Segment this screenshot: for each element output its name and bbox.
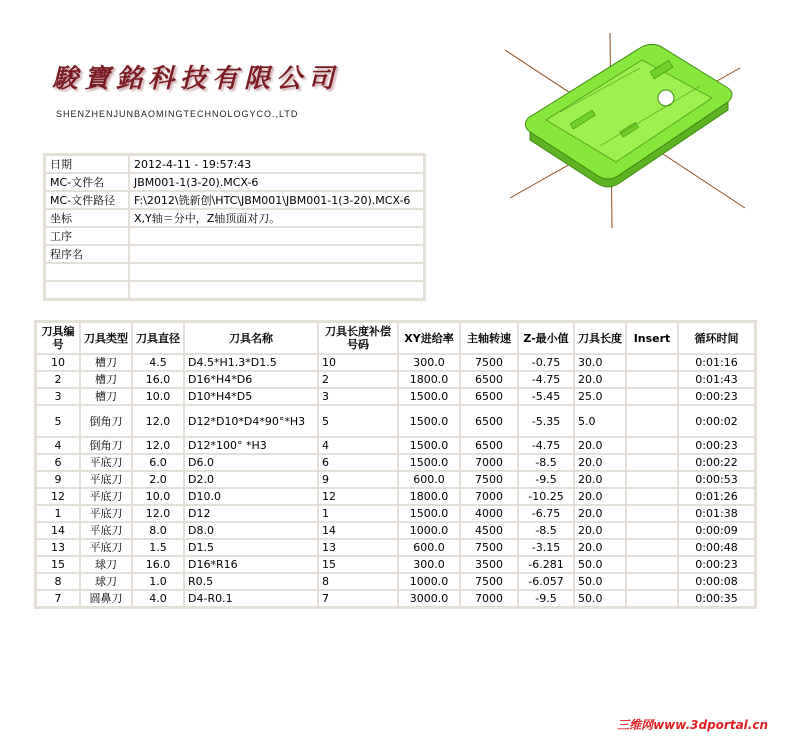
- table-cell: D6.0: [184, 454, 318, 471]
- table-cell: 1: [318, 505, 398, 522]
- table-cell: D8.0: [184, 522, 318, 539]
- table-row: [36, 471, 755, 488]
- table-cell: 0:01:43: [678, 371, 755, 388]
- table-cell: 0:00:23: [678, 556, 755, 573]
- table-cell: 16.0: [132, 556, 184, 573]
- table-cell: 20.0: [574, 454, 626, 471]
- table-cell: 10.0: [132, 488, 184, 505]
- table-cell: 1500.0: [398, 505, 460, 522]
- table-cell: 6500: [460, 388, 518, 405]
- info-value: F:\2012\铣新创\HTC\JBM001\JBM001-1(3-20).MCX-6: [129, 191, 424, 209]
- table-cell: -5.45: [518, 388, 574, 405]
- table-cell: [626, 539, 678, 556]
- table-cell: 8: [318, 573, 398, 590]
- table-cell: -8.5: [518, 522, 574, 539]
- table-cell: 7500: [460, 354, 518, 371]
- table-cell: D12: [184, 505, 318, 522]
- table-cell: 倒角刀: [80, 405, 132, 437]
- table-cell: [626, 590, 678, 607]
- table-cell: [626, 354, 678, 371]
- table-cell: -6.057: [518, 573, 574, 590]
- table-row: [36, 539, 755, 556]
- table-cell: 7500: [460, 573, 518, 590]
- table-row: [36, 454, 755, 471]
- info-value: [129, 227, 424, 245]
- table-cell: 2: [36, 371, 80, 388]
- info-row: [45, 191, 424, 209]
- table-cell: 1500.0: [398, 405, 460, 437]
- table-cell: [626, 454, 678, 471]
- table-cell: 4000: [460, 505, 518, 522]
- table-cell: 9: [318, 471, 398, 488]
- table-cell: 14: [36, 522, 80, 539]
- info-value: [129, 245, 424, 263]
- table-cell: 1500.0: [398, 388, 460, 405]
- table-cell: 300.0: [398, 556, 460, 573]
- table-cell: 5: [36, 405, 80, 437]
- table-cell: 6500: [460, 371, 518, 388]
- table-cell: 9: [36, 471, 80, 488]
- table-cell: 1500.0: [398, 437, 460, 454]
- info-key: 日期: [45, 155, 129, 173]
- table-cell: 20.0: [574, 471, 626, 488]
- table-cell: 8: [36, 573, 80, 590]
- table-cell: 13: [36, 539, 80, 556]
- table-cell: 平底刀: [80, 454, 132, 471]
- table-cell: 槽刀: [80, 388, 132, 405]
- table-cell: 0:01:38: [678, 505, 755, 522]
- table-cell: 6500: [460, 405, 518, 437]
- table-cell: 6: [318, 454, 398, 471]
- table-cell: 7000: [460, 454, 518, 471]
- company-logo: [52, 58, 342, 119]
- table-cell: 8.0: [132, 522, 184, 539]
- table-cell: 30.0: [574, 354, 626, 371]
- table-cell: 0:00:48: [678, 539, 755, 556]
- table-cell: 4500: [460, 522, 518, 539]
- table-cell: D4.5*H1.3*D1.5: [184, 354, 318, 371]
- column-header: XY进给率: [398, 322, 460, 354]
- table-cell: 12.0: [132, 505, 184, 522]
- table-cell: 20.0: [574, 371, 626, 388]
- tool-table-header-row: [36, 322, 755, 354]
- table-cell: 600.0: [398, 539, 460, 556]
- table-cell: 1.5: [132, 539, 184, 556]
- table-cell: 10: [36, 354, 80, 371]
- column-header: 刀具长度补偿号码: [318, 322, 398, 354]
- table-row: [36, 388, 755, 405]
- table-cell: 6500: [460, 437, 518, 454]
- table-cell: 16.0: [132, 371, 184, 388]
- table-cell: 50.0: [574, 556, 626, 573]
- table-cell: 50.0: [574, 573, 626, 590]
- table-cell: 槽刀: [80, 371, 132, 388]
- table-cell: 13: [318, 539, 398, 556]
- table-cell: 0:00:09: [678, 522, 755, 539]
- table-cell: 20.0: [574, 437, 626, 454]
- table-cell: 球刀: [80, 573, 132, 590]
- table-cell: [626, 522, 678, 539]
- table-cell: D4-R0.1: [184, 590, 318, 607]
- info-key: [45, 263, 129, 281]
- table-cell: [626, 405, 678, 437]
- column-header: 刀具名称: [184, 322, 318, 354]
- table-cell: 平底刀: [80, 539, 132, 556]
- table-cell: 槽刀: [80, 354, 132, 371]
- table-cell: -6.75: [518, 505, 574, 522]
- info-value: X,Y轴＝分中，Z轴顶面对刀。: [129, 209, 424, 227]
- table-cell: 1: [36, 505, 80, 522]
- table-cell: 10.0: [132, 388, 184, 405]
- table-cell: 6: [36, 454, 80, 471]
- part-body: [525, 44, 732, 187]
- table-cell: D16*H4*D6: [184, 371, 318, 388]
- table-cell: 0:00:02: [678, 405, 755, 437]
- table-cell: R0.5: [184, 573, 318, 590]
- table-cell: D1.5: [184, 539, 318, 556]
- info-value: [129, 263, 424, 281]
- table-cell: 1800.0: [398, 488, 460, 505]
- table-cell: -5.35: [518, 405, 574, 437]
- info-key: [45, 281, 129, 299]
- table-cell: 50.0: [574, 590, 626, 607]
- table-cell: [626, 505, 678, 522]
- table-cell: D12*D10*D4*90°*H3: [184, 405, 318, 437]
- column-header: 主轴转速: [460, 322, 518, 354]
- table-cell: 平底刀: [80, 522, 132, 539]
- table-cell: 12: [36, 488, 80, 505]
- table-cell: 3: [318, 388, 398, 405]
- table-cell: [626, 573, 678, 590]
- column-header: 循环时间: [678, 322, 755, 354]
- tool-list-table: [34, 320, 757, 609]
- table-cell: -6.281: [518, 556, 574, 573]
- info-row: [45, 263, 424, 281]
- table-cell: 3: [36, 388, 80, 405]
- info-row: [45, 245, 424, 263]
- table-row: [36, 556, 755, 573]
- info-value: [129, 281, 424, 299]
- table-cell: 平底刀: [80, 488, 132, 505]
- table-cell: 7000: [460, 488, 518, 505]
- info-row: [45, 155, 424, 173]
- table-cell: -3.15: [518, 539, 574, 556]
- site-watermark: 三维网www.3dportal.cn: [617, 718, 768, 732]
- company-name-cn: 駿寶銘科技有限公司: [52, 64, 341, 94]
- table-cell: [626, 556, 678, 573]
- table-cell: 5: [318, 405, 398, 437]
- column-header: 刀具长度: [574, 322, 626, 354]
- column-header: 刀具编号: [36, 322, 80, 354]
- table-cell: 7000: [460, 590, 518, 607]
- table-cell: 5.0: [574, 405, 626, 437]
- table-cell: 20.0: [574, 488, 626, 505]
- table-cell: 6.0: [132, 454, 184, 471]
- table-cell: 0:00:22: [678, 454, 755, 471]
- table-cell: 0:00:23: [678, 437, 755, 454]
- table-cell: 0:00:53: [678, 471, 755, 488]
- table-cell: 0:00:23: [678, 388, 755, 405]
- info-value: JBM001-1(3-20).MCX-6: [129, 173, 424, 191]
- table-cell: D12*100° *H3: [184, 437, 318, 454]
- table-cell: -0.75: [518, 354, 574, 371]
- table-cell: 25.0: [574, 388, 626, 405]
- table-row: [36, 354, 755, 371]
- table-cell: 2: [318, 371, 398, 388]
- info-key: 工序: [45, 227, 129, 245]
- table-row: [36, 437, 755, 454]
- program-info-table: [43, 153, 426, 301]
- table-cell: 3000.0: [398, 590, 460, 607]
- table-cell: [626, 437, 678, 454]
- table-cell: 4: [36, 437, 80, 454]
- table-cell: 0:01:16: [678, 354, 755, 371]
- table-cell: 4.5: [132, 354, 184, 371]
- table-cell: -4.75: [518, 437, 574, 454]
- table-cell: 球刀: [80, 556, 132, 573]
- column-header: Z-最小值: [518, 322, 574, 354]
- table-row: [36, 590, 755, 607]
- info-key: MC-文件路径: [45, 191, 129, 209]
- table-cell: -9.5: [518, 590, 574, 607]
- info-row: [45, 209, 424, 227]
- table-cell: 20.0: [574, 505, 626, 522]
- column-header: 刀具直径: [132, 322, 184, 354]
- info-row: [45, 281, 424, 299]
- info-row: [45, 173, 424, 191]
- table-cell: 平底刀: [80, 505, 132, 522]
- table-cell: -9.5: [518, 471, 574, 488]
- table-cell: 7500: [460, 539, 518, 556]
- table-cell: 7: [318, 590, 398, 607]
- table-cell: 1000.0: [398, 573, 460, 590]
- table-row: [36, 488, 755, 505]
- table-cell: -4.75: [518, 371, 574, 388]
- table-cell: 圆鼻刀: [80, 590, 132, 607]
- table-cell: [626, 488, 678, 505]
- table-cell: 14: [318, 522, 398, 539]
- table-cell: 20.0: [574, 522, 626, 539]
- table-cell: 15: [318, 556, 398, 573]
- table-cell: 600.0: [398, 471, 460, 488]
- table-cell: D2.0: [184, 471, 318, 488]
- table-cell: -10.25: [518, 488, 574, 505]
- table-cell: [626, 471, 678, 488]
- info-key: 程序名: [45, 245, 129, 263]
- table-cell: 0:01:26: [678, 488, 755, 505]
- table-cell: 4: [318, 437, 398, 454]
- table-cell: 20.0: [574, 539, 626, 556]
- info-key: MC-文件名: [45, 173, 129, 191]
- table-cell: 3500: [460, 556, 518, 573]
- table-row: [36, 573, 755, 590]
- table-cell: 12.0: [132, 437, 184, 454]
- table-cell: 7500: [460, 471, 518, 488]
- table-cell: 4.0: [132, 590, 184, 607]
- table-cell: 1000.0: [398, 522, 460, 539]
- table-cell: 12.0: [132, 405, 184, 437]
- table-cell: 7: [36, 590, 80, 607]
- table-row: [36, 405, 755, 437]
- table-cell: 2.0: [132, 471, 184, 488]
- table-cell: D10*H4*D5: [184, 388, 318, 405]
- table-cell: 1.0: [132, 573, 184, 590]
- info-key: 坐标: [45, 209, 129, 227]
- table-row: [36, 505, 755, 522]
- table-cell: 1500.0: [398, 454, 460, 471]
- column-header: Insert: [626, 322, 678, 354]
- company-name-en: SHENZHENJUNBAOMINGTECHNOLOGYCO.,LTD: [56, 109, 299, 119]
- table-cell: -8.5: [518, 454, 574, 471]
- table-cell: 1800.0: [398, 371, 460, 388]
- table-cell: 0:00:08: [678, 573, 755, 590]
- table-cell: 15: [36, 556, 80, 573]
- table-cell: 倒角刀: [80, 437, 132, 454]
- table-cell: 10: [318, 354, 398, 371]
- info-row: [45, 227, 424, 245]
- part-3d-preview: [500, 28, 750, 228]
- table-cell: D16*R16: [184, 556, 318, 573]
- table-cell: 平底刀: [80, 471, 132, 488]
- table-cell: [626, 388, 678, 405]
- table-cell: 300.0: [398, 354, 460, 371]
- table-cell: D10.0: [184, 488, 318, 505]
- table-row: [36, 371, 755, 388]
- info-value: 2012-4-11 - 19:57:43: [129, 155, 424, 173]
- table-cell: 12: [318, 488, 398, 505]
- column-header: 刀具类型: [80, 322, 132, 354]
- table-row: [36, 522, 755, 539]
- table-cell: [626, 371, 678, 388]
- table-cell: 0:00:35: [678, 590, 755, 607]
